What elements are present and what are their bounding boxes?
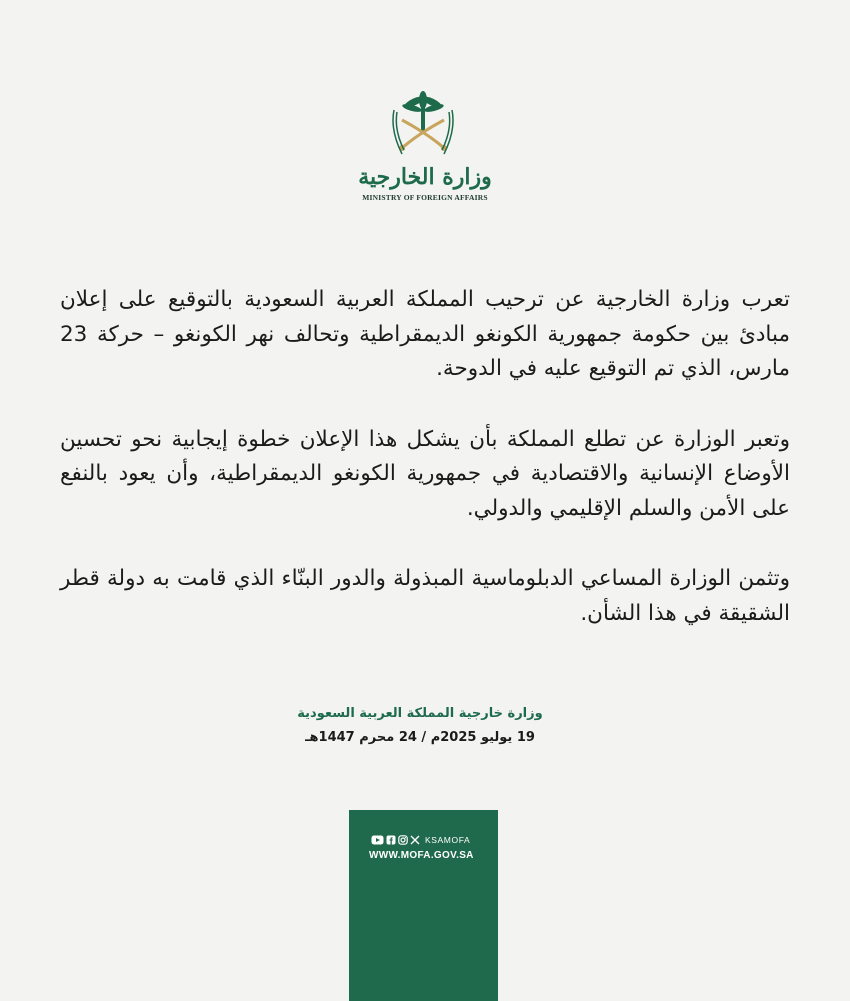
footer-contact-box [349,810,498,1001]
social-row [371,833,470,847]
signature-date: 19 يوليو 2025م / 24 محرم 1447هـ [305,730,535,745]
statement-paragraph: تعرب وزارة الخارجية عن ترحيب المملكة العربية السعودية بالتوقيع على إعلان مبادئ بين حكومة جمهورية الكونغو الديمقراطية وتحالف نهر الكونغو – حركة 23 مارس، الذي تم التوقيع عليه في الدوحة. [60,287,790,381]
ministry-logo [340,90,510,215]
saudi-emblem-icon [388,90,458,162]
statement-body [60,283,790,667]
logo-arabic-name: وزارة الخارجية [358,164,492,190]
instagram-icon[interactable] [398,835,408,845]
signature-block [250,702,590,750]
logo-english-name: MINISTRY OF FOREIGN AFFAIRS [362,193,488,202]
statement-paragraph: وتعبر الوزارة عن تطلع المملكة بأن يشكل هذا الإعلان خطوة إيجابية نحو تحسين الأوضاع الإنسانية والاقتصادية في جمهورية الكونغو الديمقراطية، وأن يعود بالنفع على الأمن والسلم الإقليمي والدولي. [60,426,790,521]
signature-issuer: وزارة خارجية المملكة العربية السعودية [297,706,543,721]
statement-paragraph: وتثمن الوزارة المساعي الدبلوماسية المبذولة والدور البنّاء الذي قامت به دولة قطر الشقيقة في هذا الشأن. [60,566,790,626]
x-icon[interactable] [410,835,420,845]
website-link[interactable]: WWW.MOFA.GOV.SA [369,850,474,861]
youtube-icon[interactable] [371,835,384,845]
social-handle[interactable]: KSAMOFA [425,835,471,845]
facebook-icon[interactable] [386,835,396,845]
